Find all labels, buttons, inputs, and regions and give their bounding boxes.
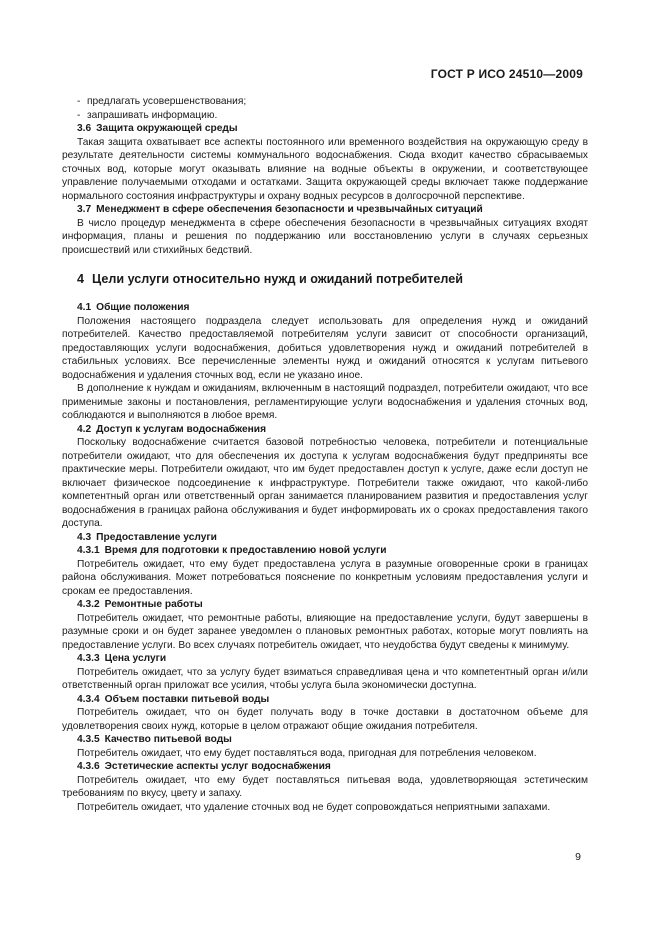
section-heading-4: 4 Цели услуги относительно нужд и ожиданий потребителей bbox=[77, 272, 463, 286]
section-heading-4-3-2: 4.3.2 Ремонтные работы bbox=[77, 599, 203, 610]
section-text-4-3-6-p2: Потребитель ожидает, что удаление сточных вод не будет сопровождаться неприятными запахами. bbox=[77, 801, 551, 813]
list-item: - запрашивать информацию. bbox=[77, 109, 218, 121]
section-heading-4-3-5: 4.3.5 Качество питьевой воды bbox=[77, 734, 232, 745]
section-heading-4-2: 4.2 Доступ к услугам водоснабжения bbox=[77, 423, 267, 435]
section-text-4-3-4: Потребитель ожидает, что он будет получать воду в точке доставки в достаточном объеме для удовлетворения своих нужд, которые в целом отражают общие ожидания потребителя. bbox=[62, 707, 588, 732]
section-text-4-3-2: Потребитель ожидает, что ремонтные работы, влияющие на предоставление услуги, будут завершены в разумные сроки и он будет заранее уведомлен о плановых ремонтных работах, которые могут повлиять на предоставление услуги. Во всех случаях потребитель ожидает, что неудобства будут сведены к минимуму. bbox=[62, 612, 588, 651]
section-heading-3-7: 3.7 Менеджмент в сфере обеспечения безопасности и чрезвычайных ситуаций bbox=[77, 204, 483, 215]
section-heading-4-1: 4.1 Общие положения bbox=[77, 302, 190, 313]
standard-designation: ГОСТ Р ИСО 24510—2009 bbox=[430, 67, 583, 81]
section-text-4-3-5: Потребитель ожидает, что ему будет поставляться вода, пригодная для потребления человеком. bbox=[77, 747, 537, 759]
section-text-3-7: В число процедур менеджмента в сфере обеспечения безопасности в чрезвычайных ситуациях входят информация, планы и решения по поддержанию или восстановлению услуги в случаях серьезных происшествий или стихийных бедствий. bbox=[62, 217, 588, 256]
page-content bbox=[62, 95, 588, 814]
page-number: 9 bbox=[575, 851, 581, 863]
section-text-3-6: Такая защита охватывает все аспекты постоянного или временного воздействия на окружающую среду в результате деятельности системы коммунального водоснабжения. Сюда входит качество сбрасываемых сточных вод, которые могут оказывать влияние на водные объекты в окружении, и соответствующее управление получаемыми отходами и остатками. Защита окружающей среды включает также поддержание нормального состояния инфраструктуры и охрану водных ресурсов в долгосрочной перспективе. bbox=[62, 136, 588, 202]
section-heading-4-3-6: 4.3.6 Эстетические аспекты услуг водоснабжения bbox=[77, 761, 331, 772]
list-item: - предлагать усовершенствования; bbox=[77, 96, 247, 107]
section-heading-4-3-3: 4.3.3 Цена услуги bbox=[77, 653, 167, 664]
section-text-4-1-p2: В дополнение к нуждам и ожиданиям, включенным в настоящий подраздел, потребители ожидают, что все применимые законы и постановления, регламентирующие услуги водоснабжения и удаления сточных вод, соблюдаются и выполняются в любое время. bbox=[62, 383, 588, 421]
section-text-4-2: Поскольку водоснабжение считается базовой потребностью человека, потребители и потенциальные потребители ожидают, что для обеспечения их доступа к услугам водоснабжения будут предприняты все практические меры. Потребители ожидают, что им будет предоставлен доступ к услуге, даже если доступ не включает физическое подсоединение к инфраструктуре. Потребители также ожидают, что какой-либо компетентный орган или ответственный орган занимается планированием развития и предоставления услуг водоснабжения в границах района обслуживания и будет информировать их о сроках предоставления такого доступа. bbox=[62, 437, 588, 529]
section-heading-3-6: 3.6 Защита окружающей среды bbox=[77, 123, 238, 134]
section-text-4-1-p1: Положения настоящего подраздела следует использовать для определения нужд и ожиданий потребителей. Качество предоставляемой потребителям услуги зависит от способности организаций, предоставляющих услуги водоснабжения, добиться удовлетворения нужд и ожиданий потребителей в стабильных условиях. Все перечисленные элементы нужд и ожиданий относятся к услугам питьевого водоснабжения и удаления сточных вод, если не указано иное. bbox=[62, 315, 588, 381]
section-heading-4-3-4: 4.3.4 Объем поставки питьевой воды bbox=[77, 693, 270, 705]
section-text-4-3-3: Потребитель ожидает, что за услугу будет взиматься справедливая цена и что компетентный орган и/или ответственный орган приложат все усилия, чтобы услуга была экономически доступна. bbox=[62, 666, 588, 691]
section-heading-4-3-1: 4.3.1 Время для подготовки к предоставлению новой услуги bbox=[77, 545, 387, 556]
section-heading-4-3: 4.3 Предоставление услуги bbox=[77, 531, 217, 543]
section-text-4-3-1: Потребитель ожидает, что ему будет предоставлена услуга в разумные оговоренные сроки в границах района обслуживания. Может потребоваться пояснение по конкретным условиям предоставления услуги и срокам ее предоставления. bbox=[62, 558, 588, 597]
section-text-4-3-6-p1: Потребитель ожидает, что ему будет поставляться питьевая вода, удовлетворяющая эстетическим требованиям по вкусу, цвету и запаху. bbox=[62, 774, 588, 799]
